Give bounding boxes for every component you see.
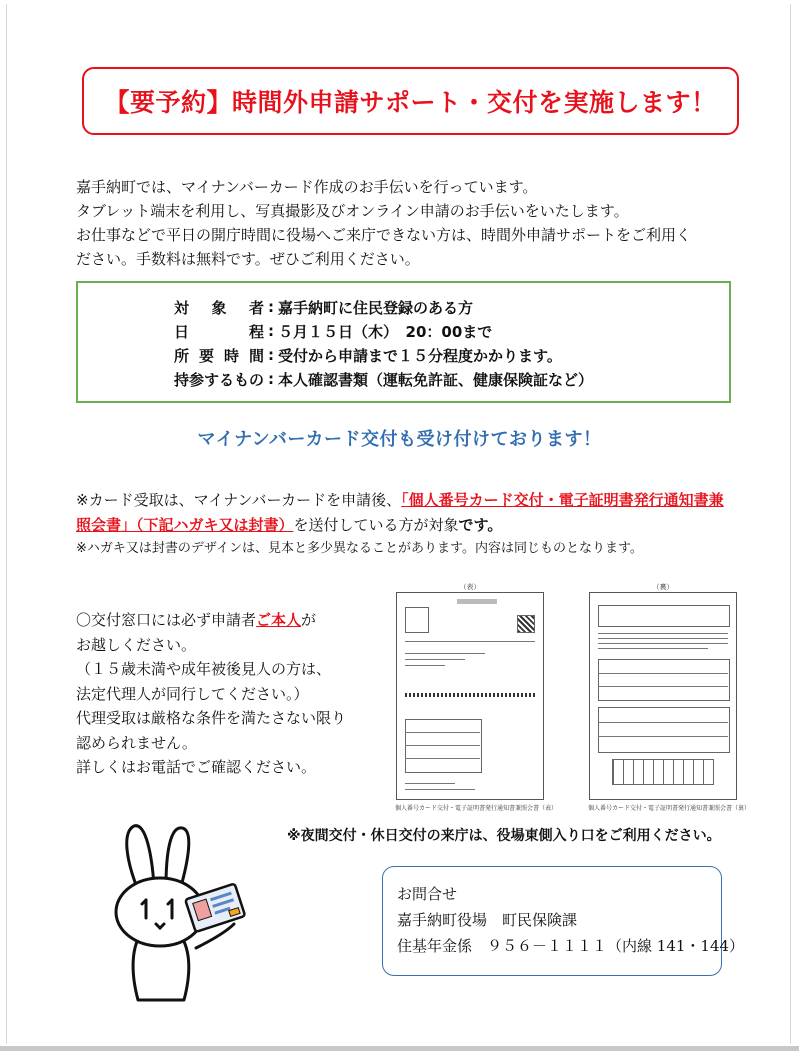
info-row-bring <box>174 367 593 391</box>
contact-office: 嘉手納町役場 町民保険課 <box>397 911 578 929</box>
info-value: 受付から申請まで１５分程度かかります。 <box>278 346 562 365</box>
contact-heading: お問合せ <box>397 885 458 903</box>
counter-note-prefix: 〇交付窓口には必ず申請者 <box>76 611 257 629</box>
info-colon: : <box>268 298 275 316</box>
intro-paragraph <box>76 175 736 271</box>
postcard-back-image <box>589 592 737 800</box>
counter-note-line <box>76 608 376 633</box>
intro-line: タブレット端末を利用し、写真撮影及びオンライン申請のお手伝いをいたします。 <box>76 202 629 220</box>
address-line <box>405 653 485 654</box>
text-line <box>598 648 708 649</box>
card-receipt-note <box>76 488 736 538</box>
info-row-target <box>174 295 593 319</box>
info-colon: : <box>268 346 275 364</box>
address-line <box>405 665 445 666</box>
info-label: 日程 <box>174 322 265 341</box>
divider-line <box>405 641 535 642</box>
counter-note <box>76 608 376 780</box>
info-row-duration <box>174 343 593 367</box>
counter-note-suffix: が <box>301 611 317 629</box>
pin-entry-grid <box>612 759 714 785</box>
proxy-form-box <box>598 707 730 753</box>
info-table <box>174 295 593 391</box>
counter-note-line: （１５歳未満や成年被後見人の方は、 <box>76 660 332 678</box>
intro-line: 嘉手納町では、マイナンバーカード作成のお手伝いを行っています。 <box>76 178 538 196</box>
card-note-prefix: ※カード受取は、マイナンバーカードを申請後、 <box>76 491 402 509</box>
postcard-front-image <box>396 592 544 800</box>
info-box <box>76 281 731 403</box>
sample-back-footnote: 個人番号カード交付・電子証明書発行通知書兼照会書（裏） <box>588 805 751 812</box>
notice-document-name: 「個人番号カード交付・電子証明書発行通知書兼照会書」（下記ハガキ又は封書） <box>76 491 724 534</box>
info-label: 所要時間 <box>174 346 265 365</box>
intro-line: ださい。手数料は無料です。ぜひご利用ください。 <box>76 250 420 268</box>
footer-line <box>405 783 455 784</box>
info-label: 対象者 <box>174 298 265 317</box>
counter-note-line: 法定代理人が同行してください。） <box>76 684 309 703</box>
sample-postcard-back <box>588 582 751 812</box>
reply-form-box <box>598 659 730 701</box>
perforation-line <box>405 693 535 697</box>
qr-code-icon <box>517 615 535 633</box>
sample-front-caption: （表） <box>459 583 481 591</box>
text-line <box>598 643 728 644</box>
intro-line: お仕事などで平日の開庁時間に役場へご来庁できない方は、時間外申請サポートをご利用く <box>76 226 692 244</box>
form-row-line <box>405 732 480 733</box>
card-note-suffix: です。 <box>458 516 503 534</box>
info-value: 嘉手納町に住民登録のある方 <box>278 298 474 317</box>
card-issuance-heading: マイナンバーカード交付も受け付けております！ <box>197 429 602 450</box>
text-line <box>598 638 728 639</box>
form-row-line <box>405 758 480 759</box>
page-bottom-bar <box>0 1046 799 1051</box>
text-line <box>598 633 728 634</box>
design-note: ※ハガキ又は封書のデザインは、見本と多少異なることがあります。内容は同じものとなります。 <box>76 541 643 556</box>
info-form-box <box>405 719 482 773</box>
card-note-middle: を送付している方が対象 <box>293 516 459 534</box>
form-row-line <box>598 722 728 723</box>
form-row-line <box>598 736 728 737</box>
sample-postcard-front <box>395 582 558 812</box>
counter-note-line: お越しください。 <box>76 635 197 654</box>
address-line <box>405 659 465 660</box>
rabbit-mascot-icon <box>108 820 248 1010</box>
contact-phone: 住基年金係 ９５６－１１１１（内線 141・144） <box>397 937 745 955</box>
in-person-emphasis: ご本人 <box>256 611 302 629</box>
footer-line <box>405 789 475 790</box>
back-header-box <box>598 605 730 627</box>
info-label: 持参するもの <box>174 370 265 389</box>
info-colon: : <box>268 370 275 388</box>
info-value: 本人確認書類（運転免許証、健康保険証など） <box>278 370 594 389</box>
counter-note-line: 詳しくはお電話でご確認ください。 <box>76 758 317 776</box>
info-colon: : <box>268 322 275 340</box>
info-value: ５月１５日（木） 20：00まで <box>278 322 493 341</box>
form-row-line <box>405 745 480 746</box>
contact-box <box>382 866 745 976</box>
postcard-header-mark <box>457 599 497 604</box>
stamp-box <box>405 607 429 633</box>
counter-note-line: 認められません。 <box>76 733 197 752</box>
info-row-schedule <box>174 319 593 343</box>
title-banner <box>82 67 739 135</box>
page-title: 【要予約】時間外申請サポート・交付を実施します！ <box>104 88 717 117</box>
form-row-line <box>598 686 728 687</box>
form-row-line <box>598 673 728 674</box>
sample-back-caption: （裏） <box>652 583 674 591</box>
counter-note-line: 代理受取は厳格な条件を満たさない限り <box>76 709 347 727</box>
sample-front-footnote: 個人番号カード交付・電子証明書発行通知書兼照会書（表） <box>395 805 558 812</box>
night-holiday-note: ※夜間交付・休日交付の来庁は、役場東側入り口をご利用ください。 <box>287 828 721 844</box>
